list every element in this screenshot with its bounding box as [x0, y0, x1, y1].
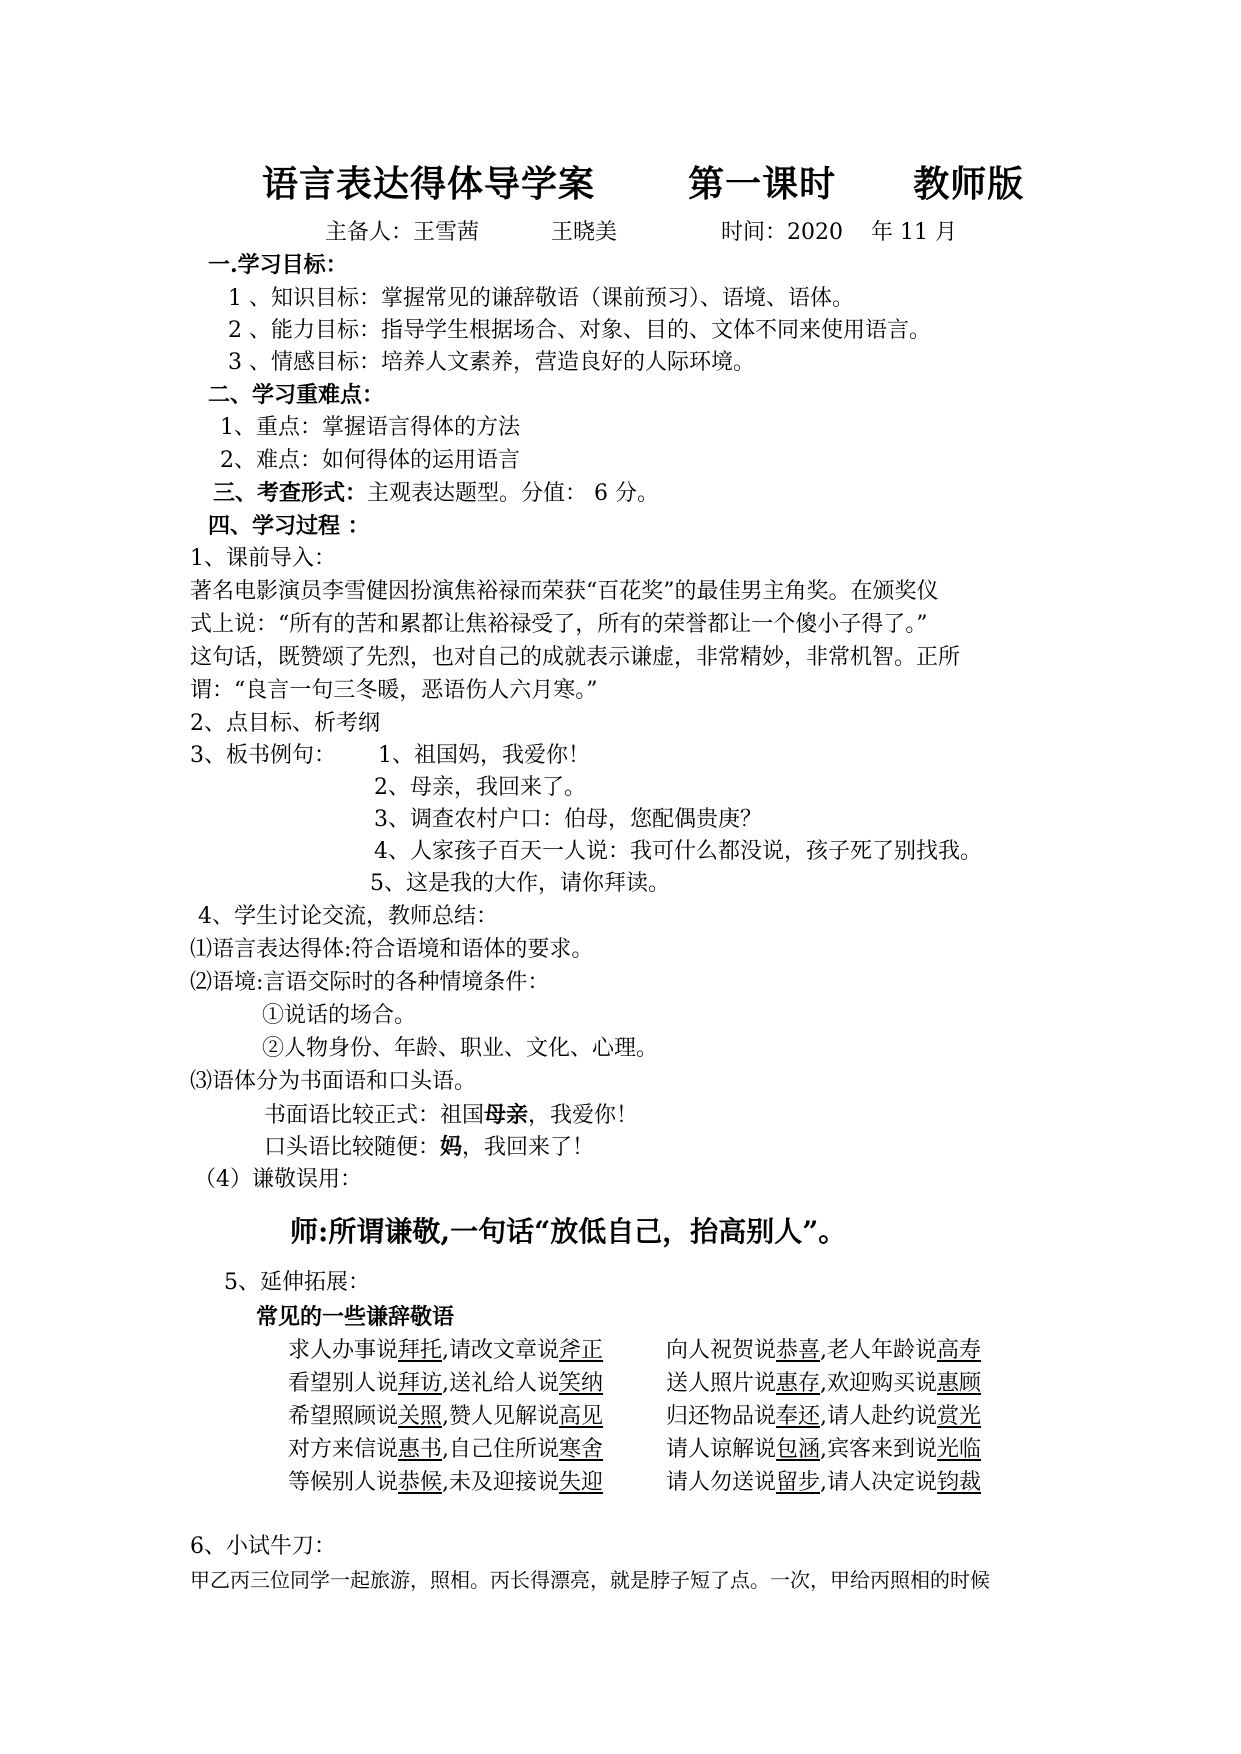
phrase-term: 关照 [398, 1404, 443, 1429]
intro-line-4: 谓：“良言一句三冬暖，恶语伤人六月寒。” [190, 678, 598, 703]
summary-1: ⑴语言表达得体:符合语境和语体的要求。 [190, 937, 594, 962]
example-1: 1、祖国妈，我爱你！ [378, 743, 590, 768]
phrase-row-3-left [288, 1406, 603, 1428]
phrase-term: 拜托 [398, 1338, 443, 1363]
author-2: 王晓美 [551, 220, 618, 245]
phrase-row-5-left [288, 1472, 603, 1494]
phrase-term: 高寿 [937, 1338, 982, 1363]
phrase-text: 求人办事说 [288, 1338, 399, 1363]
phrase-row-2-right [666, 1373, 981, 1395]
time-month: 年 11 月 [871, 220, 958, 245]
phrase-text: 对方来信说 [288, 1437, 399, 1462]
phrase-term: 惠顾 [937, 1371, 982, 1396]
title-edition: 教师版 [913, 163, 1025, 205]
phrase-term: 笑纳 [559, 1371, 604, 1396]
phrase-term: 恭候 [398, 1470, 443, 1495]
section3-heading: 三、考查形式： [213, 480, 368, 506]
goal-1: 1 、知识目标：掌握常见的谦辞敬语（课前预习）、语境、语体。 [228, 286, 854, 311]
phrase-text: 希望照顾说 [288, 1404, 399, 1429]
phrase-term: 失迎 [559, 1470, 604, 1495]
page-title [262, 163, 1025, 205]
phrase-row-1-right [666, 1340, 981, 1362]
phrase-text: 请人谅解说 [666, 1437, 777, 1462]
phrase-term: 恭喜 [776, 1338, 821, 1363]
phrase-text: 送人照片说 [666, 1371, 777, 1396]
phrase-text: ,请人赴约说 [820, 1404, 938, 1429]
keypoint-2: 2、难点：如何得体的运用语言 [220, 448, 520, 473]
example-2: 2、母亲，我回来了。 [374, 775, 586, 800]
phrase-term: 包涵 [776, 1437, 821, 1462]
written-suffix: ，我爱你！ [528, 1103, 639, 1128]
section3-text: 主观表达题型。分值： 6 分。 [367, 481, 659, 506]
keypoint-1: 1、重点：掌握语言得体的方法 [220, 415, 520, 440]
phrase-row-1-left [288, 1340, 603, 1362]
item-5: 5、延伸拓展： [224, 1270, 370, 1295]
section4-heading: 四、学习过程 ： [208, 513, 370, 539]
phrase-text: ,请改文章说 [442, 1338, 560, 1363]
goal-3: 3 、情感目标：培养人文素养，营造良好的人际环境。 [228, 350, 755, 375]
phrase-text: 看望别人说 [288, 1371, 399, 1396]
phrase-term: 惠书 [398, 1437, 443, 1462]
summary-2-a: ①说话的场合。 [262, 1003, 417, 1028]
summary-3: ⑶语体分为书面语和口头语。 [190, 1069, 477, 1094]
common-phrases-title: 常见的一些谦辞敬语 [256, 1304, 455, 1330]
phrase-row-3-right [666, 1406, 981, 1428]
intro-line-1: 著名电影演员李雪健因扮演焦裕禄而荣获“百花奖”的最佳男主角奖。在颁奖仪 [190, 579, 939, 604]
phrase-term: 拜访 [398, 1371, 443, 1396]
phrase-term: 斧正 [559, 1338, 604, 1363]
section1-heading: 一.学习目标： [208, 252, 348, 278]
phrase-term: 光临 [937, 1437, 982, 1462]
section3-line [213, 482, 659, 505]
phrase-text: ,赞人见解说 [442, 1404, 560, 1429]
goal-2: 2 、能力目标：指导学生根据场合、对象、目的、文体不同来使用语言。 [228, 318, 931, 343]
phrase-row-4-left [288, 1439, 603, 1461]
phrase-term: 惠存 [776, 1371, 821, 1396]
phrase-row-2-left [288, 1373, 603, 1395]
intro-title: 1、课前导入： [190, 546, 336, 571]
oral-language-line [264, 1136, 594, 1159]
example-5: 5、这是我的大作，请你拜读。 [370, 871, 670, 896]
title-main: 语言表达得体导学案 [262, 163, 596, 205]
phrase-text: ,自己住所说 [442, 1437, 560, 1462]
example-4: 4、人家孩子百天一人说：我可什么都没说，孩子死了别找我。 [374, 839, 982, 864]
phrase-term: 赏光 [937, 1404, 982, 1429]
item-6: 6、小试牛刀： [190, 1534, 336, 1559]
item-4-4: （4）谦敬误用： [194, 1167, 362, 1192]
summary-2: ⑵语境:言语交际时的各种情境条件： [190, 970, 550, 995]
phrase-row-4-right [666, 1439, 981, 1461]
phrase-text: 请人勿送说 [666, 1470, 777, 1495]
intro-line-2: 式上说：“所有的苦和累都让焦裕禄受了，所有的荣誉都让一个傻小子得了。” [190, 612, 928, 637]
title-lesson: 第一课时 [688, 163, 837, 205]
phrase-text: ,未及迎接说 [442, 1470, 560, 1495]
oral-prefix: 口头语比较随便： [264, 1135, 441, 1160]
oral-bold: 妈 [440, 1134, 463, 1160]
item-2: 2、点目标、析考纲 [190, 711, 380, 736]
phrase-text: ,送礼给人说 [442, 1371, 560, 1396]
written-language-line [264, 1104, 638, 1127]
written-bold: 母亲 [484, 1102, 529, 1128]
phrase-text: 向人祝贺说 [666, 1338, 777, 1363]
example-3: 3、调查农村户口：伯母，您配偶贵庚？ [374, 807, 762, 832]
phrase-text: 等候别人说 [288, 1470, 399, 1495]
phrase-text: ,宾客来到说 [820, 1437, 938, 1462]
teacher-quote: 师:所谓谦敬,一句话“放低自己，抬高别人”。 [290, 1215, 847, 1248]
phrase-text: ,老人年龄说 [820, 1338, 938, 1363]
item-3-label: 3、板书例句： [190, 743, 336, 768]
authors-line [325, 222, 957, 244]
phrase-term: 高见 [559, 1404, 604, 1429]
authors-label: 主备人： [325, 220, 414, 245]
item-6-text: 甲乙丙三位同学一起旅游，照相。丙长得漂亮，就是脖子短了点。一次，甲给丙照相的时候 [190, 1568, 990, 1592]
intro-line-3: 这句话，既赞颂了先烈，也对自己的成就表示谦虚，非常精妙，非常机智。正所 [190, 645, 961, 670]
section2-heading: 二、学习重难点： [208, 382, 385, 408]
time-label: 时间：2020 [721, 220, 844, 245]
phrase-text: ,请人决定说 [820, 1470, 938, 1495]
written-prefix: 书面语比较正式：祖国 [264, 1103, 485, 1128]
phrase-text: ,欢迎购买说 [820, 1371, 938, 1396]
summary-2-b: ②人物身份、年龄、职业、文化、心理。 [262, 1036, 659, 1061]
phrase-term: 钧裁 [937, 1470, 982, 1495]
phrase-term: 留步 [776, 1470, 821, 1495]
phrase-term: 寒舍 [559, 1437, 604, 1462]
phrase-term: 奉还 [776, 1404, 821, 1429]
author-1: 王雪茜 [413, 220, 480, 245]
phrase-row-5-right [666, 1472, 981, 1494]
item-4: 4、学生讨论交流，教师总结： [198, 904, 498, 929]
oral-suffix: ，我回来了！ [462, 1135, 595, 1160]
phrase-text: 归还物品说 [666, 1404, 777, 1429]
